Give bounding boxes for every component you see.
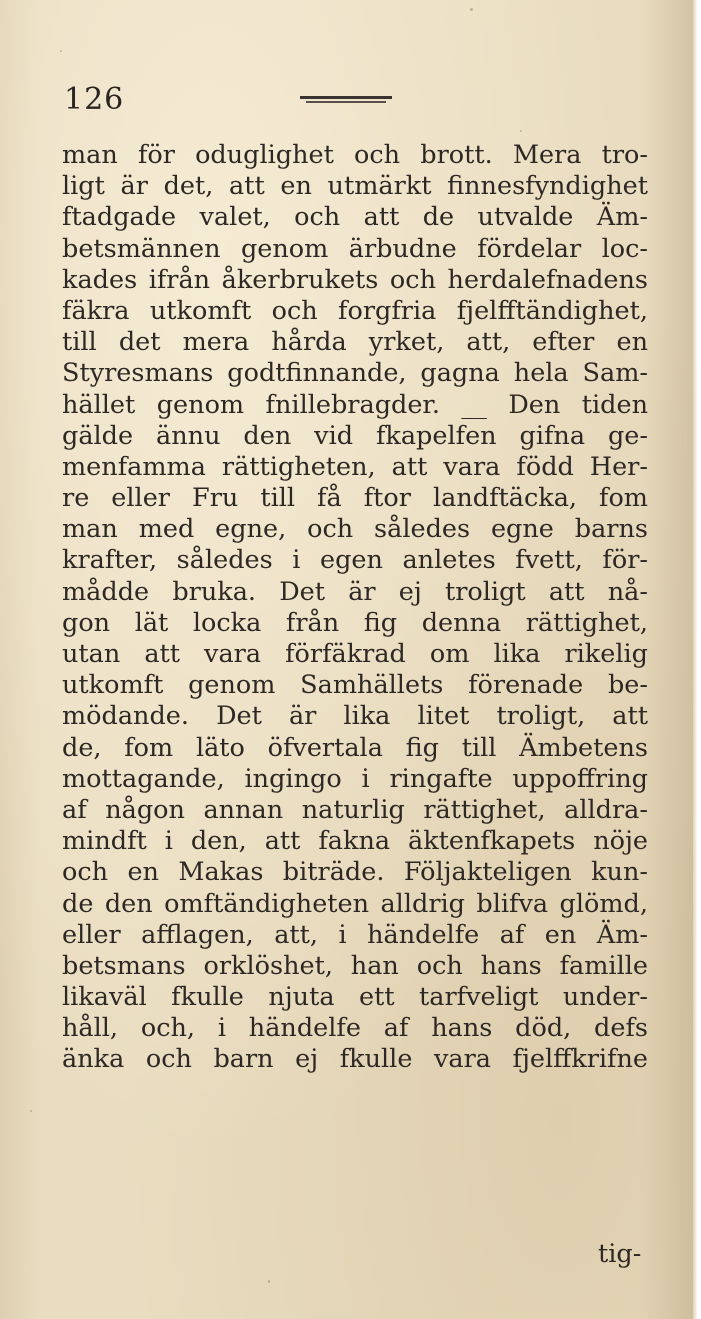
paper-speck: [520, 130, 522, 132]
text-line: håll, och, i händelfe af hans död, defs: [62, 1013, 648, 1044]
text-line: man med egne, och således egne barns: [62, 514, 648, 545]
text-line: utan att vara förfäkrad om lika rikelig: [62, 639, 648, 669]
paper-speck: [30, 1110, 32, 1112]
text-line: gon lät locka från fig denna rättighet,: [62, 607, 648, 638]
text-line: mödande. Det är lika litet troligt, att: [62, 701, 648, 732]
text-line: krafter, således i egen anletes fvett, för-: [62, 545, 648, 576]
text-line: re eller Fru till få ftor landftäcka, fom: [62, 483, 648, 514]
text-line: och en Makas biträde. Följakteligen kun-: [62, 857, 648, 888]
catchword: tig-: [598, 1239, 642, 1269]
text-line: man för oduglighet och brott. Mera tro-: [62, 140, 648, 170]
text-line: hället genom fnillebragder. __ Den tiden: [62, 389, 648, 420]
text-line: af någon annan naturlig rättighet, alldra-: [62, 794, 648, 825]
text-line: de, fom läto öfvertala fig till Ämbetens: [62, 732, 648, 763]
text-line: mådde bruka. Det är ej troligt att nå-: [62, 576, 648, 607]
paper-speck: [470, 8, 473, 11]
text-line: ftadgade valet, och att de utvalde Äm-: [62, 202, 648, 233]
page-number: 126: [64, 82, 125, 117]
text-line: ligt är det, att en utmärkt finnesfyndighet: [62, 171, 648, 202]
text-line: mottagande, ingingo i ringafte uppoffring: [62, 763, 648, 794]
text-line: kades ifrån åkerbrukets och herdalefnadens: [62, 264, 648, 295]
paper-speck: [268, 1280, 270, 1283]
text-line: de den omftändigheten alldrig blifva glömd,: [62, 888, 648, 919]
text-line: änka och barn ej fkulle vara fjelffkrifne: [62, 1044, 648, 1075]
text-line: betsmans orklöshet, han och hans famille: [62, 950, 648, 981]
text-line: likaväl fkulle njuta ett tarfveligt under-: [62, 982, 648, 1013]
text-line: menfamma rättigheten, att vara född Her-: [62, 451, 648, 482]
text-line: eller afflagen, att, i händelfe af en Äm-: [62, 919, 648, 950]
text-line: gälde ännu den vid fkapelfen gifna ge-: [62, 420, 648, 451]
text-line: mindft i den, att fakna äktenfkapets nöje: [62, 826, 648, 857]
body-text: [62, 140, 648, 1076]
paper-speck: [60, 50, 62, 52]
page-edge: [693, 0, 701, 1319]
text-line: fäkra utkomft och forgfria fjelfftändighet,: [62, 295, 648, 326]
text-line: till det mera hårda yrket, att, efter en: [62, 327, 648, 358]
text-line: betsmännen genom ärbudne fördelar loc-: [62, 233, 648, 264]
text-line: Styresmans godtfinnande, gagna hela Sam-: [62, 358, 648, 389]
text-line: utkomft genom Samhällets förenade be-: [62, 670, 648, 701]
header-rule-ornament: [300, 96, 392, 104]
